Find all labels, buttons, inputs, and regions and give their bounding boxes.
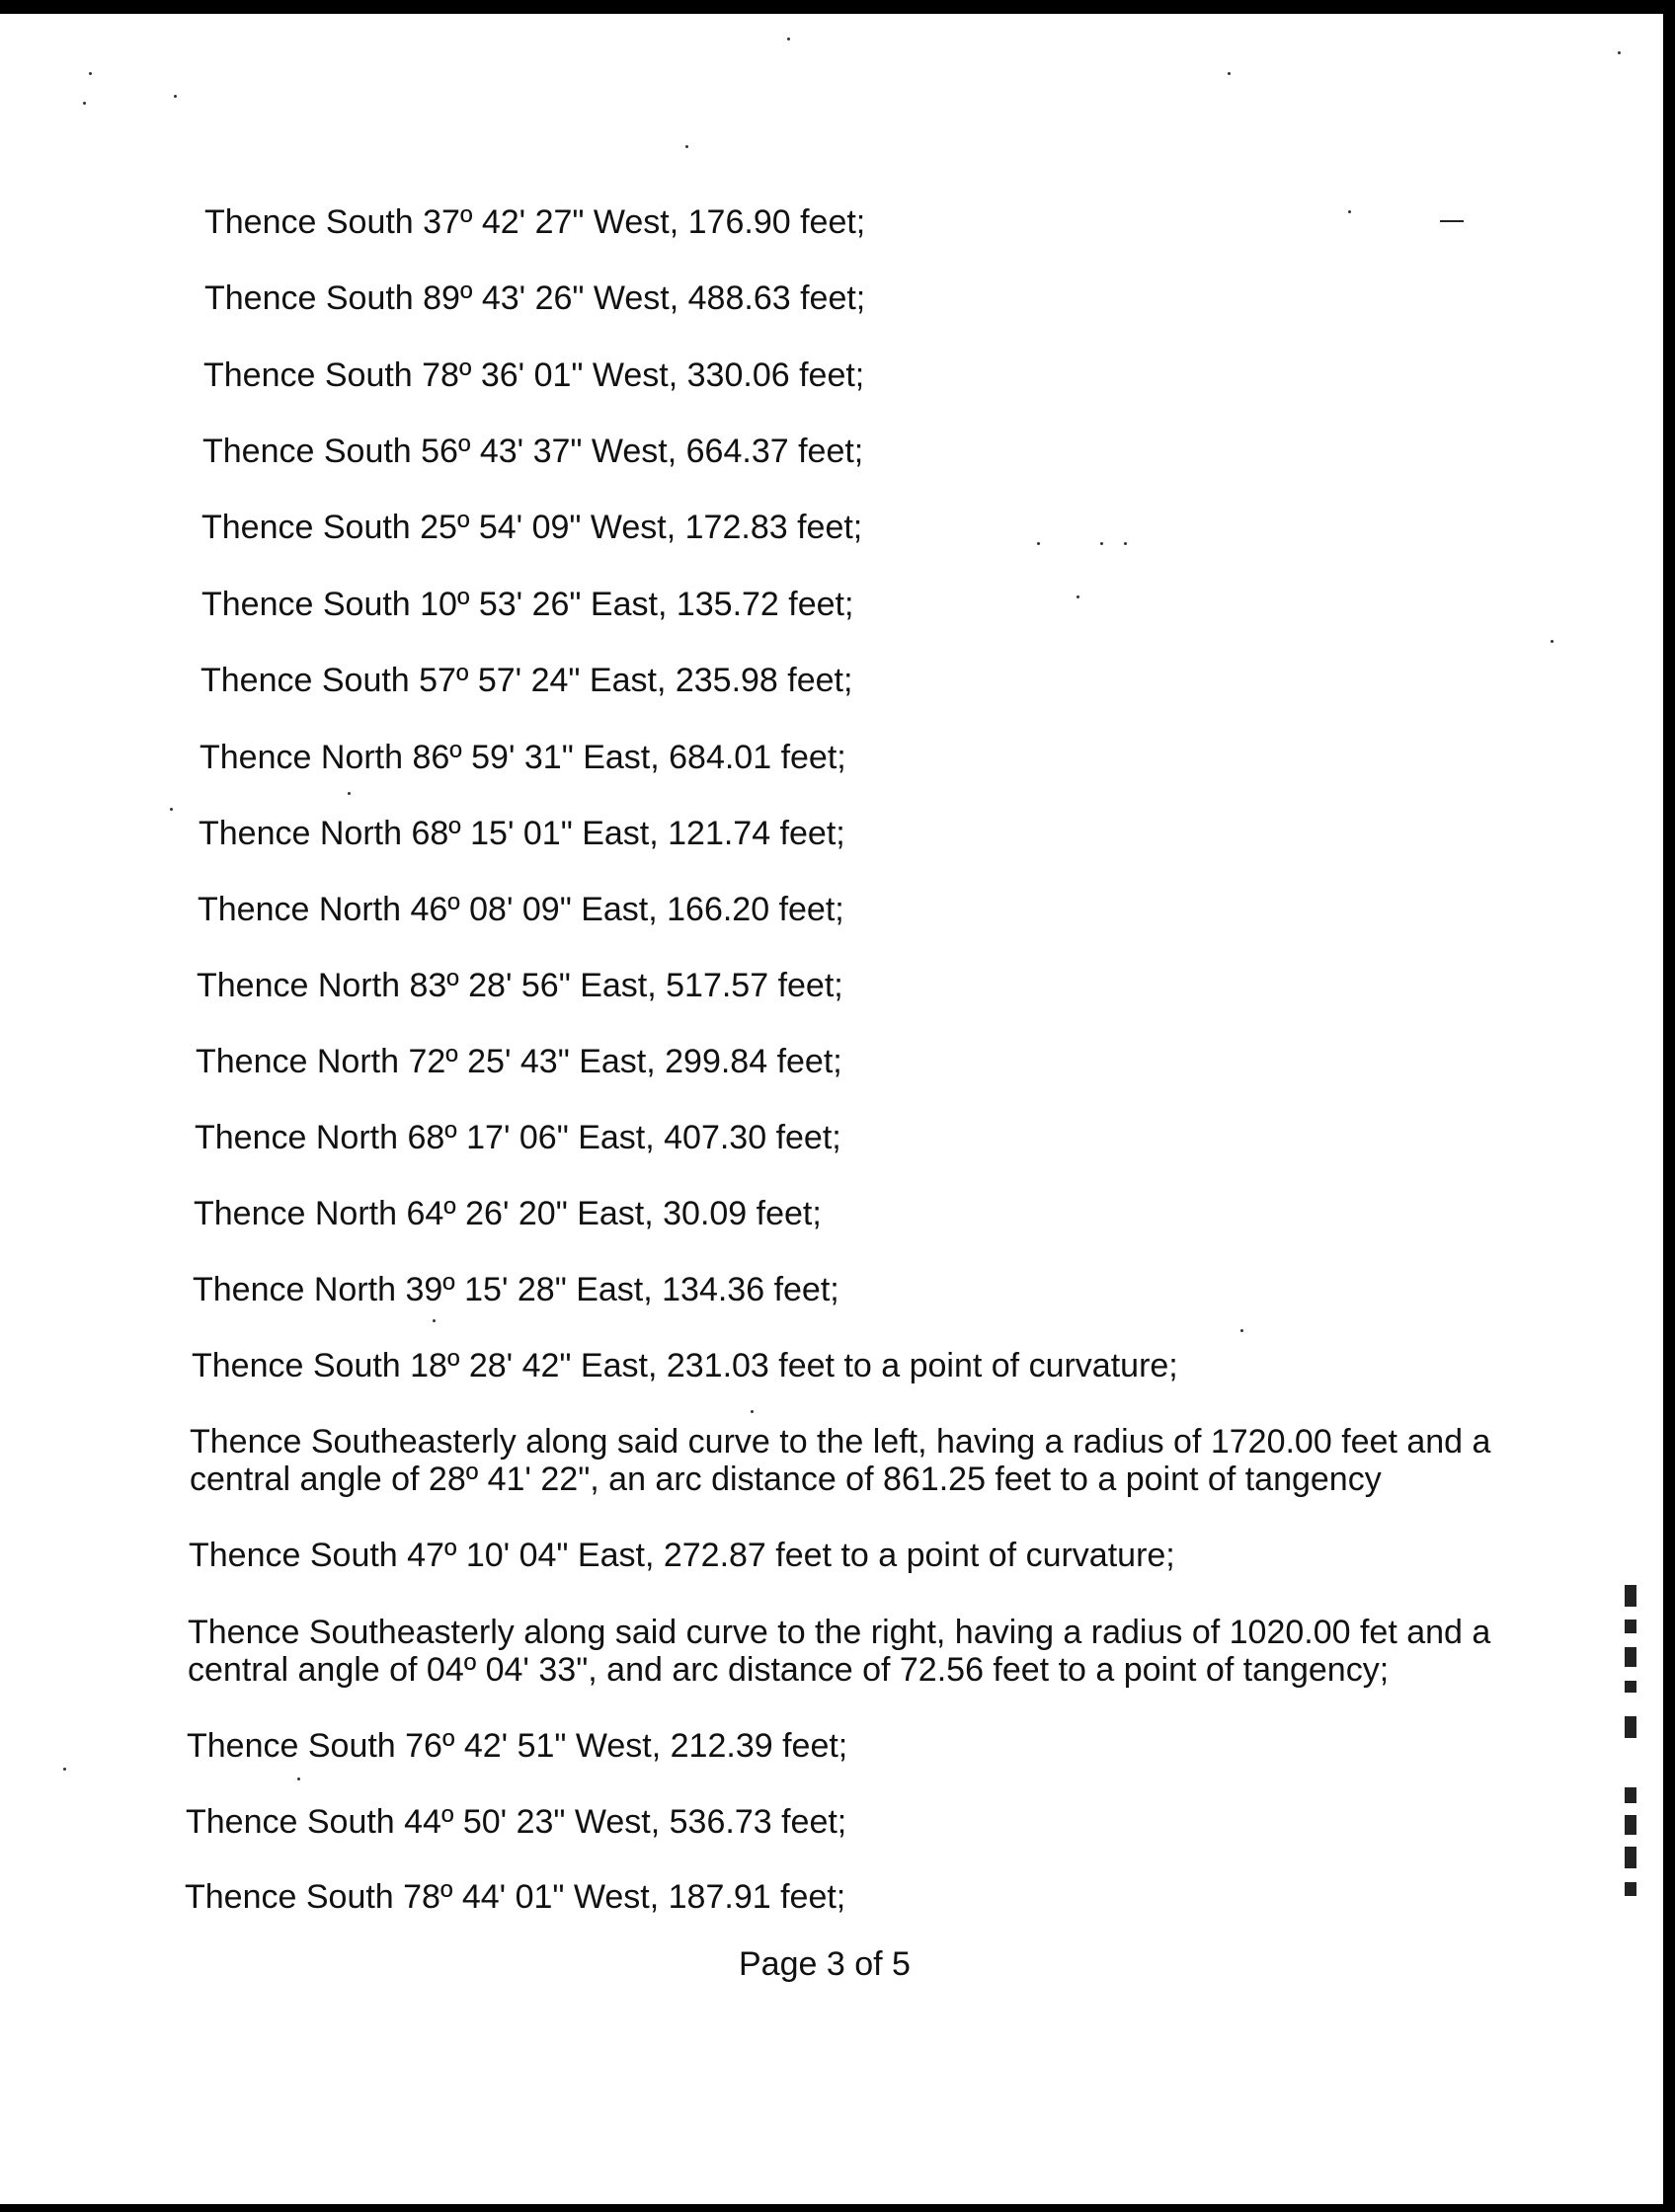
call-line-1: Thence South 37º 42' 27" West, 176.90 feet; [204,203,866,241]
call-line-8: Thence North 86º 59' 31" East, 684.01 feet; [199,739,846,776]
call-paragraph-curve-left: Thence Southeasterly along said curve to the left, having a radius of 1720.00 feet and a central angle of 28º 41' 22", an arc distance of 861.25 feet to a point of tangency [190,1423,1491,1498]
scan-speck [685,145,688,148]
scan-speck [1348,210,1351,213]
scan-speck [1551,640,1554,643]
call-line-7: Thence South 57º 57' 24" East, 235.98 feet; [200,662,853,699]
call-line-20: Thence South 76º 42' 51" West, 212.39 feet; [187,1727,848,1765]
scan-speck [1037,542,1040,545]
call-line-11: Thence North 83º 28' 56" East, 517.57 feet; [197,967,843,1004]
scan-speck [348,792,351,795]
scan-speck [1077,595,1079,598]
call-line-9: Thence North 68º 15' 01" East, 121.74 feet; [199,815,845,852]
scan-speck [1618,51,1621,54]
margin-mark [1625,1815,1636,1835]
scan-speck [1240,1329,1243,1332]
call-line-13: Thence North 68º 17' 06" East, 407.30 feet; [195,1119,841,1156]
call-line-18: Thence South 47º 10' 04" East, 272.87 feet to a point of curvature; [189,1537,1175,1574]
scan-speck [170,808,173,811]
scan-speck [1228,72,1231,75]
call-line-2: Thence South 89º 43' 26" West, 488.63 feet; [204,279,866,317]
margin-mark [1625,1882,1636,1896]
scan-dash [1440,220,1464,222]
call-line-15: Thence North 39º 15' 28" East, 134.36 feet; [193,1271,839,1308]
margin-mark [1625,1716,1636,1738]
call-line-21: Thence South 44º 50' 23" West, 536.73 feet; [186,1803,847,1841]
call-line-16: Thence South 18º 28' 42" East, 231.03 feet to a point of curvature; [192,1347,1178,1384]
margin-mark [1625,1620,1636,1633]
call-line-6: Thence South 10º 53' 26" East, 135.72 feet; [201,586,854,623]
margin-mark [1625,1787,1636,1803]
scan-speck [89,72,92,75]
call-line-5: Thence South 25º 54' 09" West, 172.83 feet; [201,509,863,546]
scan-speck [83,102,86,105]
call-line-22: Thence South 78º 44' 01" West, 187.91 feet; [185,1878,846,1916]
scan-speck [297,1778,300,1780]
scan-speck [1100,542,1103,545]
scan-speck [1124,542,1127,545]
call-line-10: Thence North 46º 08' 09" East, 166.20 feet; [198,891,844,928]
page-number-footer: Page 3 of 5 [739,1945,911,1983]
scan-speck [751,1410,754,1413]
margin-mark [1625,1647,1636,1667]
call-paragraph-curve-right: Thence Southeasterly along said curve to the right, having a radius of 1020.00 fet and a central angle of 04º 04' 33", and arc distance of 72.56 feet to a point of tangency; [188,1614,1491,1689]
scan-speck [63,1768,66,1771]
call-line-3: Thence South 78º 36' 01" West, 330.06 feet; [203,356,865,394]
margin-mark [1625,1585,1636,1607]
call-line-12: Thence North 72º 25' 43" East, 299.84 feet; [196,1043,842,1080]
call-line-14: Thence North 64º 26' 20" East, 30.09 feet; [194,1195,822,1232]
margin-mark [1625,1681,1636,1693]
scan-speck [433,1319,436,1322]
margin-mark [1625,1847,1636,1868]
call-line-4: Thence South 56º 43' 37" West, 664.37 feet; [202,433,864,470]
scan-speck [787,38,790,40]
scan-speck [174,95,177,98]
